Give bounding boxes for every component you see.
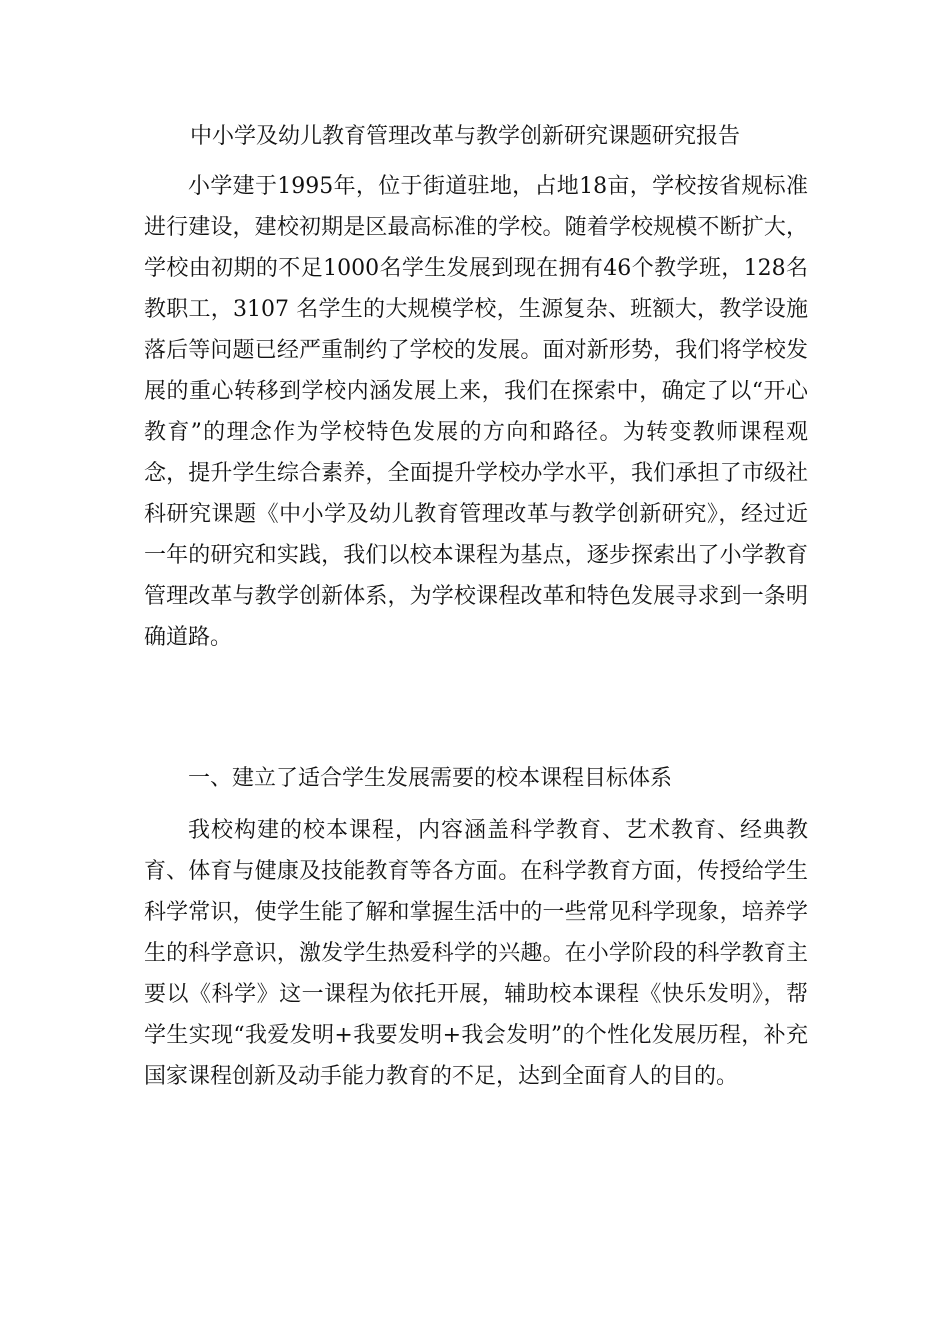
section-paragraph: 我校构建的校本课程，内容涵盖科学教育、艺术教育、经典教育、体育与健康及技能教育等各方面。在科学教育方面，传授给学生科学常识，使学生能了解和掌握生活中的一些常见科学现象，培养学生的科学意识，激发学生热爱科学的兴趣。在小学阶段的科学教育主要以《科学》这一课程为依托开展，辅助校本课程《快乐发明》，帮学生实现“我爱发明+我要发明+我会发明”的个性化发展历程，补充国家课程创新及动手能力教育的不足，达到全面育人的目的。 [144, 818, 808, 1089]
document-title: 中小学及幼儿教育管理改革与教学创新研究课题研究报告 [190, 124, 741, 149]
intro-paragraph: 小学建于1995年，位于街道驻地，占地18亩，学校按省规标准进行建设，建校初期是区最高标准的学校。随着学校规模不断扩大，学校由初期的不足1000名学生发展到现在拥有46个教学班，128名教职工，3107 名学生的大规模学校，生源复杂、班额大，教学设施落后等问题已经严重制约了学校的发展。面对新形势，我们将学校发展的重心转移到学校内涵发展上来，我们在探索中，确定了以“开心教育”的理念作为学校特色发展的方向和路径。为转变教师课程观念，提升学生综合素养，全面提升学校办学水平，我们承担了市级社科研究课题《中小学及幼儿教育管理改革与教学创新研究》，经过近一年的研究和实践，我们以校本课程为基点，逐步探索出了小学教育管理改革与教学创新体系，为学校课程改革和特色发展寻求到一条明确道路。 [144, 174, 808, 650]
section-heading: 一、建立了适合学生发展需要的校本课程目标体系 [188, 766, 673, 791]
